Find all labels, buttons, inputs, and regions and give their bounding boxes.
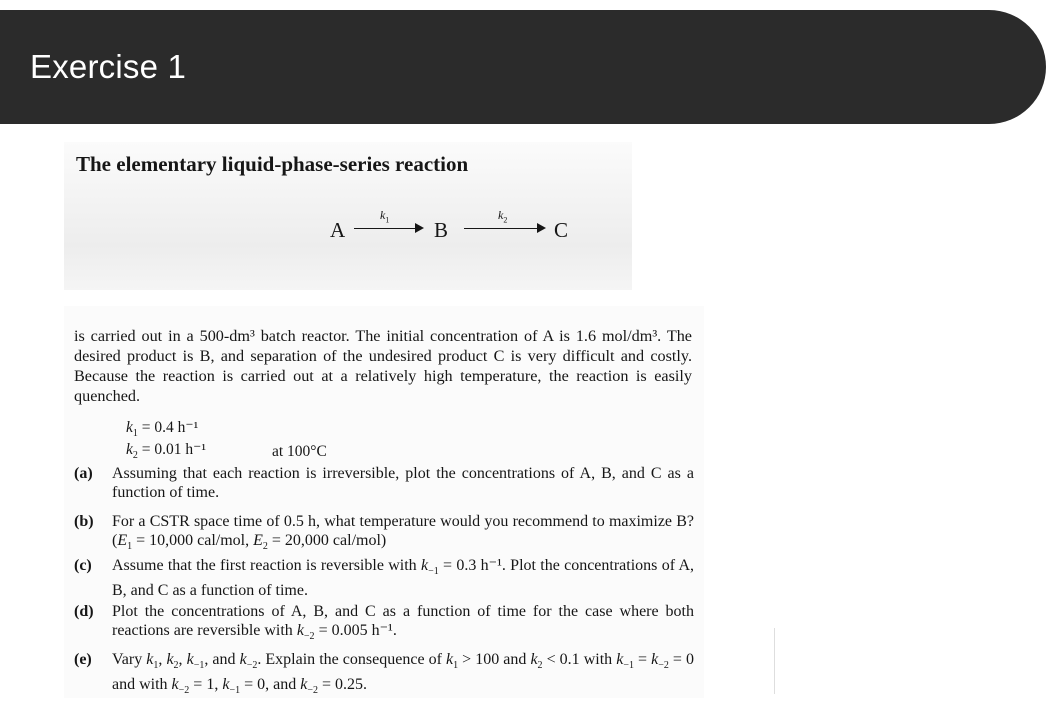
part-b-label: (b): [74, 513, 94, 530]
part-a: [74, 464, 694, 502]
constant-k1: $k_1 = 0.4$ h⁻¹: [126, 419, 199, 440]
part-a-label: (a): [74, 465, 93, 482]
rate-constant-k2: $k_2$: [498, 208, 508, 225]
reaction-arrow-1: [354, 228, 422, 229]
part-c-text: Assume that the first reaction is reversible with $k_{-1} = 0.3$ h⁻¹. Plot the concentrations of A, B, and C as a function of time.: [112, 557, 694, 600]
part-e-text: Vary $k_1$, $k_2$, $k_{-1}$, and $k_{-2}$. Explain the consequence of $k_1 > 100$ and $k_2 < 0.1$ with $k_{-1} = k_{-2} = 0$ and with $k_{-2} = 1$, $k_{-1} = 0$, and $k_{-2} = 0.25$.: [112, 651, 695, 697]
reaction-scheme: [330, 208, 590, 246]
scan-edge-divider: [774, 628, 775, 694]
species-a: A: [330, 218, 346, 242]
part-b: [74, 512, 694, 556]
constant-k2: $k_2 = 0.01$ h⁻¹: [126, 441, 206, 462]
title-banner: [0, 10, 1046, 124]
rate-constant-k1: $k_1$: [380, 208, 390, 225]
part-d-text: Plot the concentrations of A, B, and C as a function of time for the case where both reactions are reversible with $k_{-2} = 0.005$ h⁻¹.: [112, 603, 694, 643]
part-c-label: (c): [74, 557, 92, 574]
part-c: [74, 556, 694, 600]
part-a-text: Assuming that each reaction is irreversible, plot the concentrations of A, B, and C as a function of time.: [112, 465, 694, 501]
reaction-arrow-2: [464, 228, 544, 229]
problem-paragraph: is carried out in a 500-dm³ batch reactor. The initial concentration of A is 1.6 mol/dm³. The desired product is B, and separation of the undesired product C is very difficult and costly. Because the reaction is carried out at a relatively high temperature, the reaction is easily quenched.: [74, 327, 692, 405]
part-b-text: For a CSTR space time of 0.5 h, what temperature would you recommend to maximize B? ($E_1 = 10,000$ cal/mol, $E_2 = 20,000$ cal/mol): [112, 513, 694, 553]
part-e: [74, 650, 694, 700]
species-b: B: [434, 218, 449, 242]
banner-title: Exercise 1: [30, 48, 187, 85]
species-c: C: [554, 218, 569, 242]
temperature-condition: at 100°C: [272, 443, 327, 460]
document-heading: The elementary liquid-phase-series reaction: [76, 152, 469, 176]
part-e-label: (e): [74, 651, 92, 668]
part-d-label: (d): [74, 603, 94, 620]
part-d: [74, 602, 694, 646]
